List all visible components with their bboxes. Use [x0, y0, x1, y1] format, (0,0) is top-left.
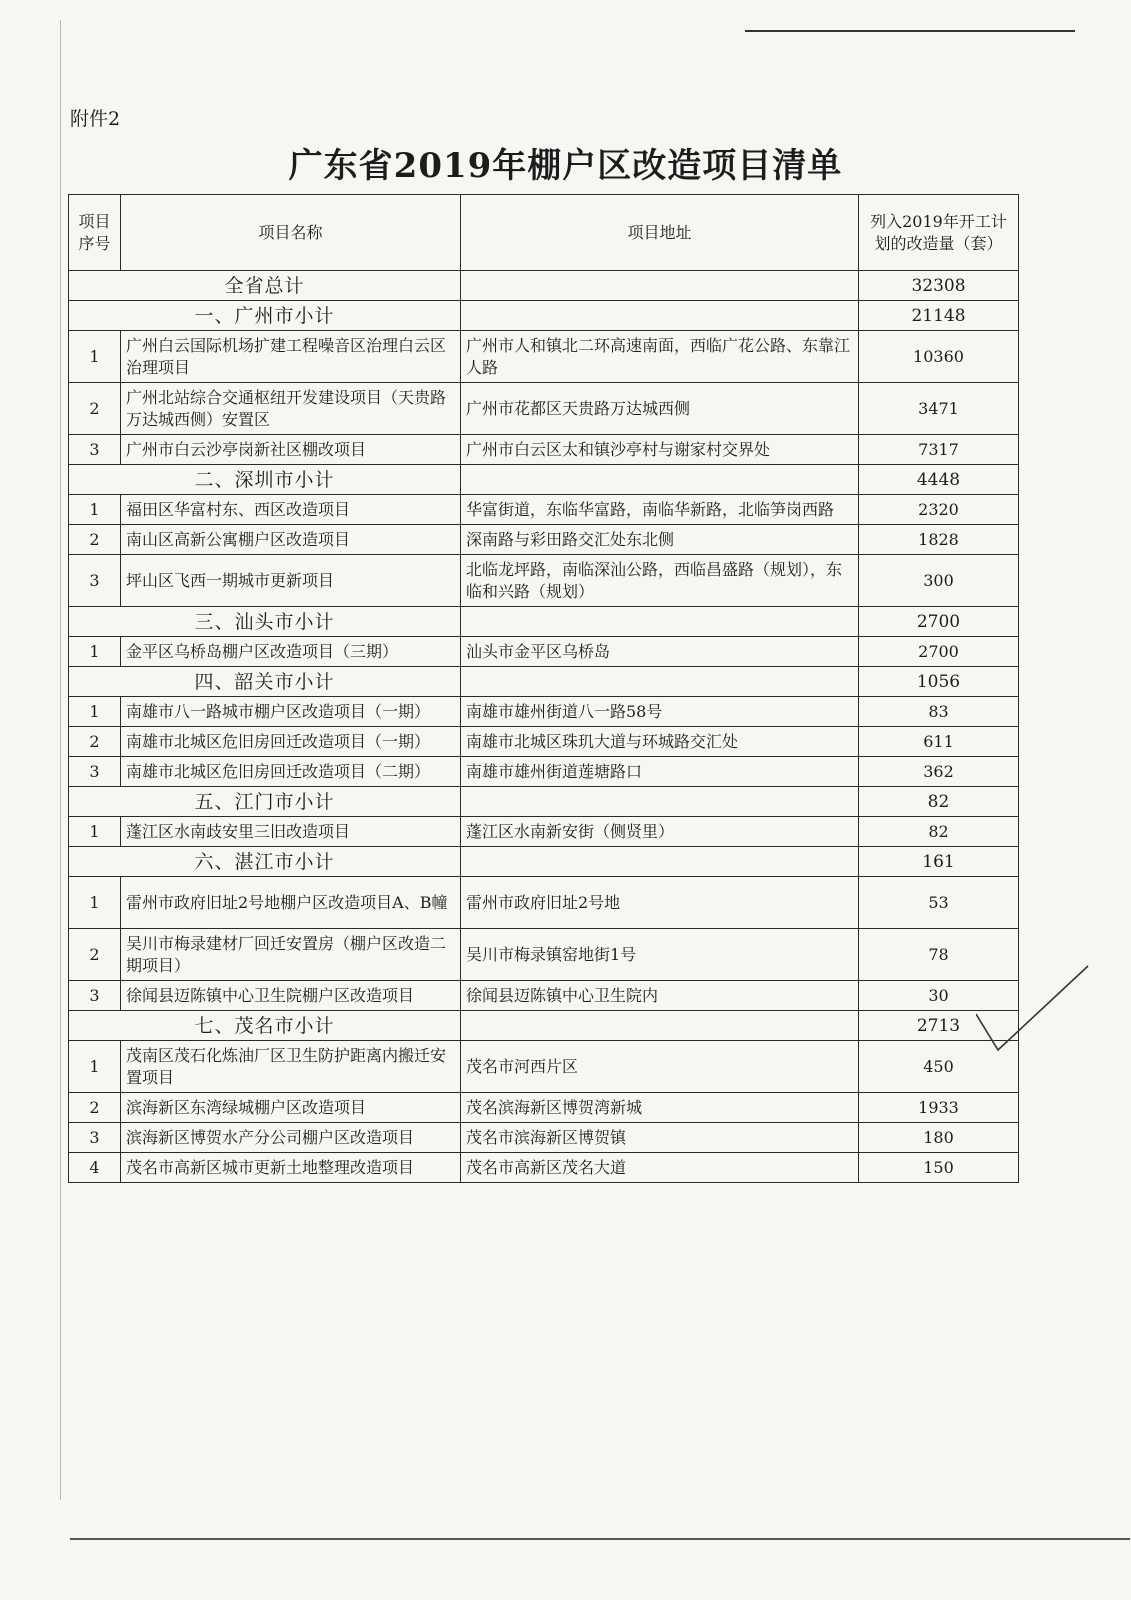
item-address: 广州市花都区天贵路万达城西侧 [461, 383, 859, 435]
subtotal-row [69, 1011, 1019, 1041]
item-name: 南雄市八一路城市棚户区改造项目（一期） [121, 697, 461, 727]
item-seq: 1 [69, 1041, 121, 1093]
item-seq: 2 [69, 929, 121, 981]
item-seq: 1 [69, 877, 121, 929]
item-seq: 1 [69, 817, 121, 847]
item-name: 南山区高新公寓棚户区改造项目 [121, 525, 461, 555]
header-name: 项目名称 [121, 195, 461, 271]
table-row [69, 1123, 1019, 1153]
item-name: 徐闻县迈陈镇中心卫生院棚户区改造项目 [121, 981, 461, 1011]
scan-mark-top [745, 30, 1075, 32]
subtotal-address-empty [461, 301, 859, 331]
subtotal-label: 二、深圳市小计 [69, 465, 461, 495]
item-value: 78 [859, 929, 1019, 981]
item-address: 茂名滨海新区博贺湾新城 [461, 1093, 859, 1123]
subtotal-label: 三、汕头市小计 [69, 607, 461, 637]
item-address: 茂名市河西片区 [461, 1041, 859, 1093]
table-row [69, 757, 1019, 787]
item-address: 吴川市梅录镇窑地街1号 [461, 929, 859, 981]
table-row [69, 331, 1019, 383]
subtotal-address-empty [461, 847, 859, 877]
item-seq: 2 [69, 525, 121, 555]
subtotal-value: 2713 [859, 1011, 1019, 1041]
total-row [69, 271, 1019, 301]
item-address: 汕头市金平区乌桥岛 [461, 637, 859, 667]
subtotal-address-empty [461, 465, 859, 495]
item-address: 华富街道，东临华富路，南临华新路，北临笋岗西路 [461, 495, 859, 525]
item-seq: 3 [69, 981, 121, 1011]
item-address: 南雄市北城区珠玑大道与环城路交汇处 [461, 727, 859, 757]
item-value: 7317 [859, 435, 1019, 465]
total-label: 全省总计 [69, 271, 461, 301]
table-row [69, 435, 1019, 465]
subtotal-value: 21148 [859, 301, 1019, 331]
total-address-empty [461, 271, 859, 301]
item-value: 2700 [859, 637, 1019, 667]
subtotal-row [69, 847, 1019, 877]
subtotal-row [69, 667, 1019, 697]
item-address: 广州市人和镇北二环高速南面，西临广花公路、东靠江人路 [461, 331, 859, 383]
item-name: 茂南区茂石化炼油厂区卫生防护距离内搬迁安置项目 [121, 1041, 461, 1093]
scan-mark-bottom [70, 1538, 1130, 1540]
item-seq: 3 [69, 1123, 121, 1153]
item-value: 150 [859, 1153, 1019, 1183]
table-row [69, 697, 1019, 727]
table-row [69, 495, 1019, 525]
checkmark-annotation [976, 962, 1096, 1062]
table-row [69, 1093, 1019, 1123]
table-row [69, 981, 1019, 1011]
subtotal-label: 一、广州市小计 [69, 301, 461, 331]
item-seq: 1 [69, 697, 121, 727]
table-row [69, 525, 1019, 555]
subtotal-label: 六、湛江市小计 [69, 847, 461, 877]
item-name: 雷州市政府旧址2号地棚户区改造项目A、B幢 [121, 877, 461, 929]
table-row [69, 555, 1019, 607]
scan-edge [60, 20, 61, 1500]
item-address: 茂名市滨海新区博贺镇 [461, 1123, 859, 1153]
item-name: 福田区华富村东、西区改造项目 [121, 495, 461, 525]
item-name: 广州市白云沙亭岗新社区棚改项目 [121, 435, 461, 465]
item-seq: 2 [69, 383, 121, 435]
item-seq: 2 [69, 1093, 121, 1123]
subtotal-address-empty [461, 1011, 859, 1041]
item-name: 吴川市梅录建材厂回迁安置房（棚户区改造二期项目） [121, 929, 461, 981]
item-name: 茂名市高新区城市更新土地整理改造项目 [121, 1153, 461, 1183]
table-row [69, 727, 1019, 757]
item-seq: 1 [69, 495, 121, 525]
item-value: 611 [859, 727, 1019, 757]
item-name: 广州北站综合交通枢纽开发建设项目（天贵路万达城西侧）安置区 [121, 383, 461, 435]
subtotal-address-empty [461, 667, 859, 697]
item-value: 2320 [859, 495, 1019, 525]
subtotal-row [69, 301, 1019, 331]
item-seq: 1 [69, 331, 121, 383]
subtotal-row [69, 787, 1019, 817]
item-name: 南雄市北城区危旧房回迁改造项目（二期） [121, 757, 461, 787]
item-value: 3471 [859, 383, 1019, 435]
item-value: 300 [859, 555, 1019, 607]
table-row [69, 637, 1019, 667]
item-address: 广州市白云区太和镇沙亭村与谢家村交界处 [461, 435, 859, 465]
item-value: 82 [859, 817, 1019, 847]
item-name: 坪山区飞西一期城市更新项目 [121, 555, 461, 607]
item-address: 南雄市雄州街道莲塘路口 [461, 757, 859, 787]
subtotal-label: 五、江门市小计 [69, 787, 461, 817]
item-seq: 2 [69, 727, 121, 757]
item-name: 滨海新区东湾绿城棚户区改造项目 [121, 1093, 461, 1123]
item-value: 450 [859, 1041, 1019, 1093]
table-row [69, 929, 1019, 981]
item-seq: 3 [69, 757, 121, 787]
item-name: 南雄市北城区危旧房回迁改造项目（一期） [121, 727, 461, 757]
item-value: 1828 [859, 525, 1019, 555]
table-row [69, 1041, 1019, 1093]
header-amount: 列入2019年开工计划的改造量（套） [859, 195, 1019, 271]
item-seq: 3 [69, 435, 121, 465]
subtotal-row [69, 607, 1019, 637]
table-row [69, 1153, 1019, 1183]
item-seq: 4 [69, 1153, 121, 1183]
table-body [69, 271, 1019, 1183]
item-seq: 1 [69, 637, 121, 667]
table-row [69, 877, 1019, 929]
document-title: 广东省2019年棚户区改造项目清单 [288, 146, 843, 186]
subtotal-address-empty [461, 787, 859, 817]
item-address: 南雄市雄州街道八一路58号 [461, 697, 859, 727]
item-name: 滨海新区博贺水产分公司棚户区改造项目 [121, 1123, 461, 1153]
item-address: 雷州市政府旧址2号地 [461, 877, 859, 929]
item-address: 深南路与彩田路交汇处东北侧 [461, 525, 859, 555]
item-address: 茂名市高新区茂名大道 [461, 1153, 859, 1183]
project-table [68, 194, 1019, 1183]
subtotal-value: 2700 [859, 607, 1019, 637]
subtotal-address-empty [461, 607, 859, 637]
attachment-label: 附件2 [70, 108, 121, 130]
item-value: 1933 [859, 1093, 1019, 1123]
item-name: 广州白云国际机场扩建工程噪音区治理白云区治理项目 [121, 331, 461, 383]
table-row [69, 383, 1019, 435]
subtotal-label: 七、茂名市小计 [69, 1011, 461, 1041]
header-row [69, 195, 1019, 271]
item-name: 金平区乌桥岛棚户区改造项目（三期） [121, 637, 461, 667]
total-value: 32308 [859, 271, 1019, 301]
item-value: 30 [859, 981, 1019, 1011]
item-address: 徐闻县迈陈镇中心卫生院内 [461, 981, 859, 1011]
subtotal-label: 四、韶关市小计 [69, 667, 461, 697]
item-value: 10360 [859, 331, 1019, 383]
subtotal-value: 1056 [859, 667, 1019, 697]
subtotal-value: 82 [859, 787, 1019, 817]
item-address: 蓬江区水南新安街（侧贤里） [461, 817, 859, 847]
item-value: 83 [859, 697, 1019, 727]
item-value: 53 [859, 877, 1019, 929]
header-seq: 项目序号 [69, 195, 121, 271]
subtotal-value: 4448 [859, 465, 1019, 495]
item-value: 180 [859, 1123, 1019, 1153]
item-seq: 3 [69, 555, 121, 607]
item-value: 362 [859, 757, 1019, 787]
item-address: 北临龙坪路，南临深汕公路，西临昌盛路（规划），东临和兴路（规划） [461, 555, 859, 607]
item-name: 蓬江区水南歧安里三旧改造项目 [121, 817, 461, 847]
subtotal-value: 161 [859, 847, 1019, 877]
table-row [69, 817, 1019, 847]
subtotal-row [69, 465, 1019, 495]
header-address: 项目地址 [461, 195, 859, 271]
